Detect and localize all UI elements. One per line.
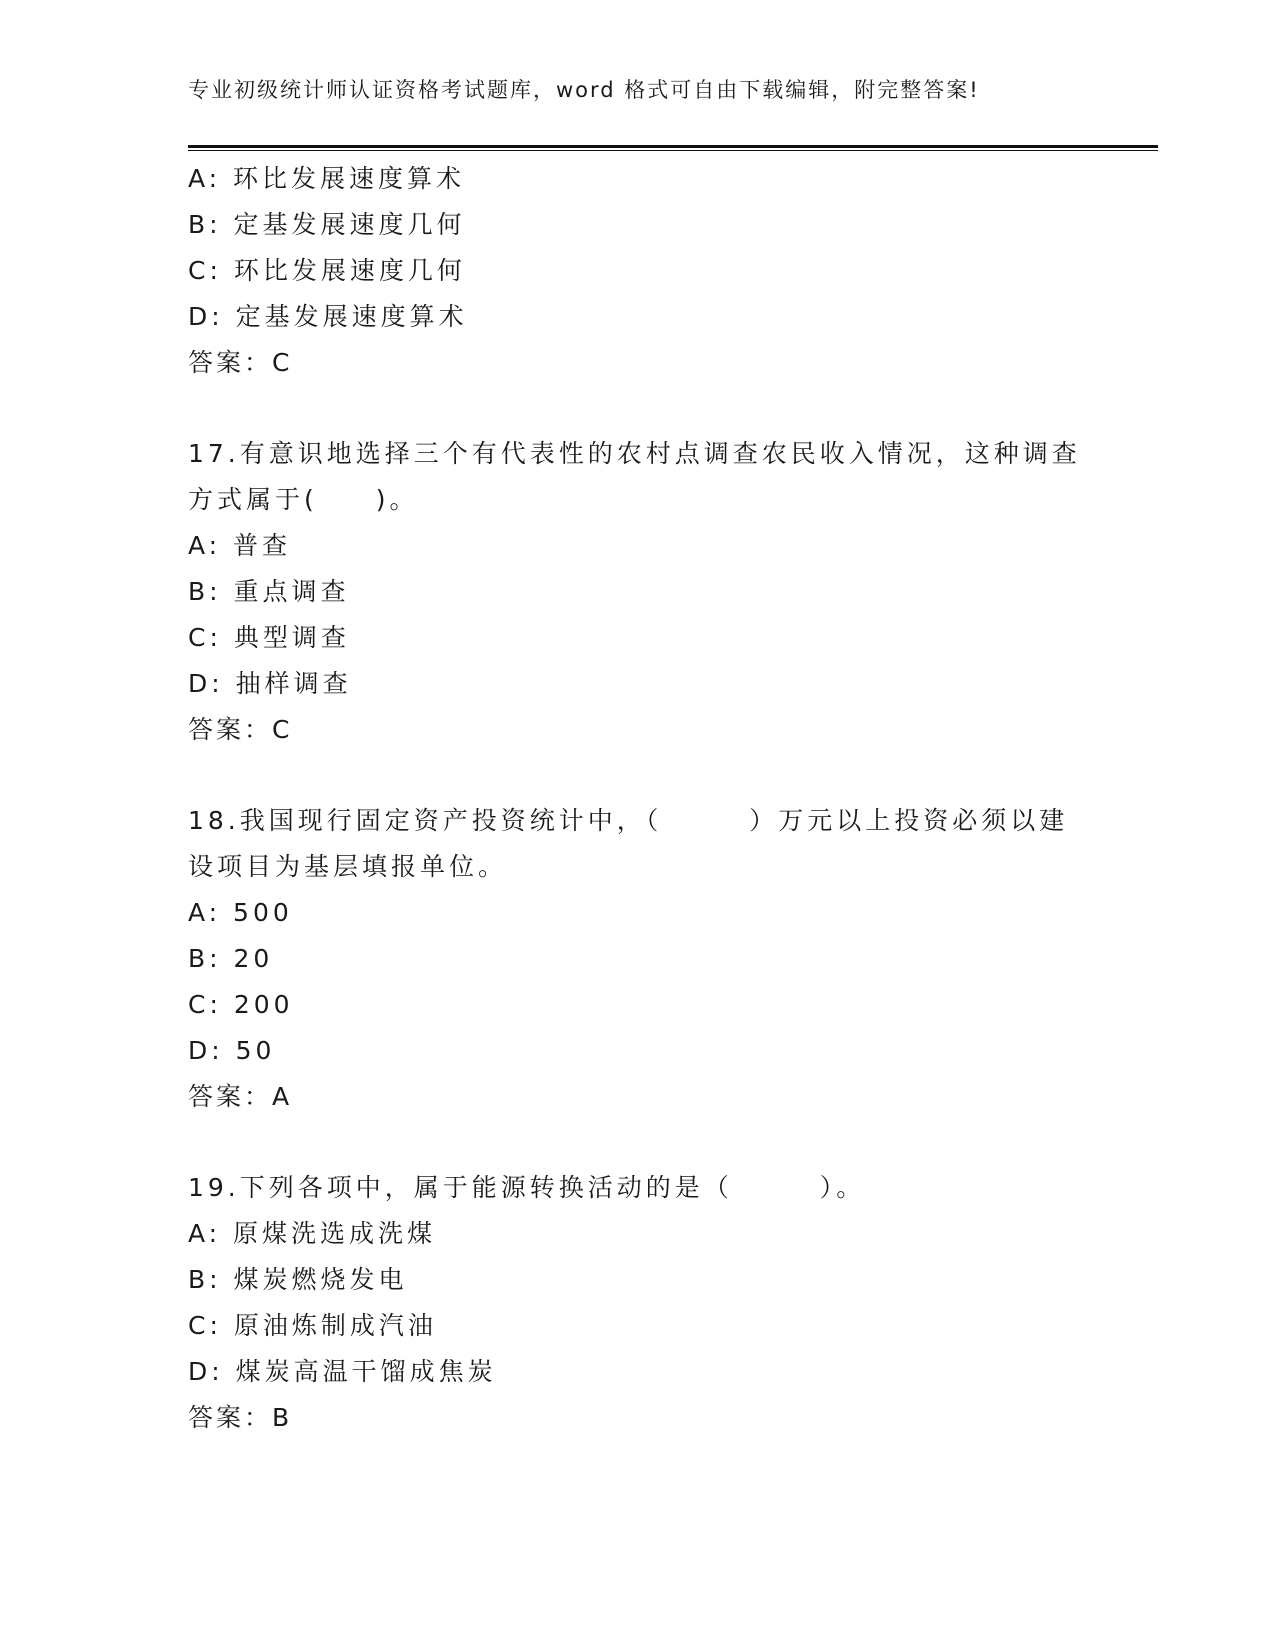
option-c: C: 环比发展速度几何 — [188, 256, 466, 285]
question-content — [188, 156, 1088, 1441]
option-b: B: 重点调查 — [188, 577, 350, 606]
option-d: D: 50 — [188, 1036, 276, 1065]
answer: 答案：A — [188, 1082, 293, 1111]
spacer — [188, 386, 1088, 431]
option-a: A: 原煤洗选成洗煤 — [188, 1219, 437, 1248]
option-a: A: 普查 — [188, 531, 292, 560]
page-header: 专业初级统计师认证资格考试题库，word 格式可自由下载编辑，附完整答案! — [188, 78, 980, 102]
option-c: C: 200 — [188, 990, 294, 1019]
option-d: D: 抽样调查 — [188, 669, 352, 698]
option-c: C: 典型调查 — [188, 623, 350, 652]
question-18 — [188, 798, 1088, 1120]
option-c: C: 原油炼制成汽油 — [188, 1311, 437, 1340]
option-a: A: 500 — [188, 898, 293, 927]
question-stem-line-2: 方式属于( )。 — [188, 485, 419, 514]
question-stem-line-1: 19.下列各项中，属于能源转换活动的是（ ）。 — [188, 1173, 866, 1202]
option-d: D: 定基发展速度算术 — [188, 302, 468, 331]
option-a: A: 环比发展速度算术 — [188, 164, 466, 193]
header-rule-thin — [188, 150, 1158, 151]
spacer — [188, 1120, 1088, 1165]
answer: 答案：B — [188, 1403, 293, 1432]
option-b: B: 定基发展速度几何 — [188, 210, 466, 239]
question-19 — [188, 1165, 1088, 1441]
answer: 答案：C — [188, 715, 293, 744]
question-17 — [188, 431, 1088, 753]
spacer — [188, 753, 1088, 798]
option-d: D: 煤炭高温干馏成焦炭 — [188, 1357, 497, 1386]
question-stem-line-1: 17.有意识地选择三个有代表性的农村点调查农民收入情况，这种调查 — [188, 439, 1081, 468]
option-b: B: 煤炭燃烧发电 — [188, 1265, 408, 1294]
header-rule-thick — [188, 145, 1158, 148]
answer: 答案：C — [188, 348, 293, 377]
question-16 — [188, 156, 1088, 386]
question-stem-line-1: 18.我国现行固定资产投资统计中，（ ）万元以上投资必须以建 — [188, 806, 1069, 835]
question-stem-line-2: 设项目为基层填报单位。 — [188, 852, 508, 881]
option-b: B: 20 — [188, 944, 274, 973]
